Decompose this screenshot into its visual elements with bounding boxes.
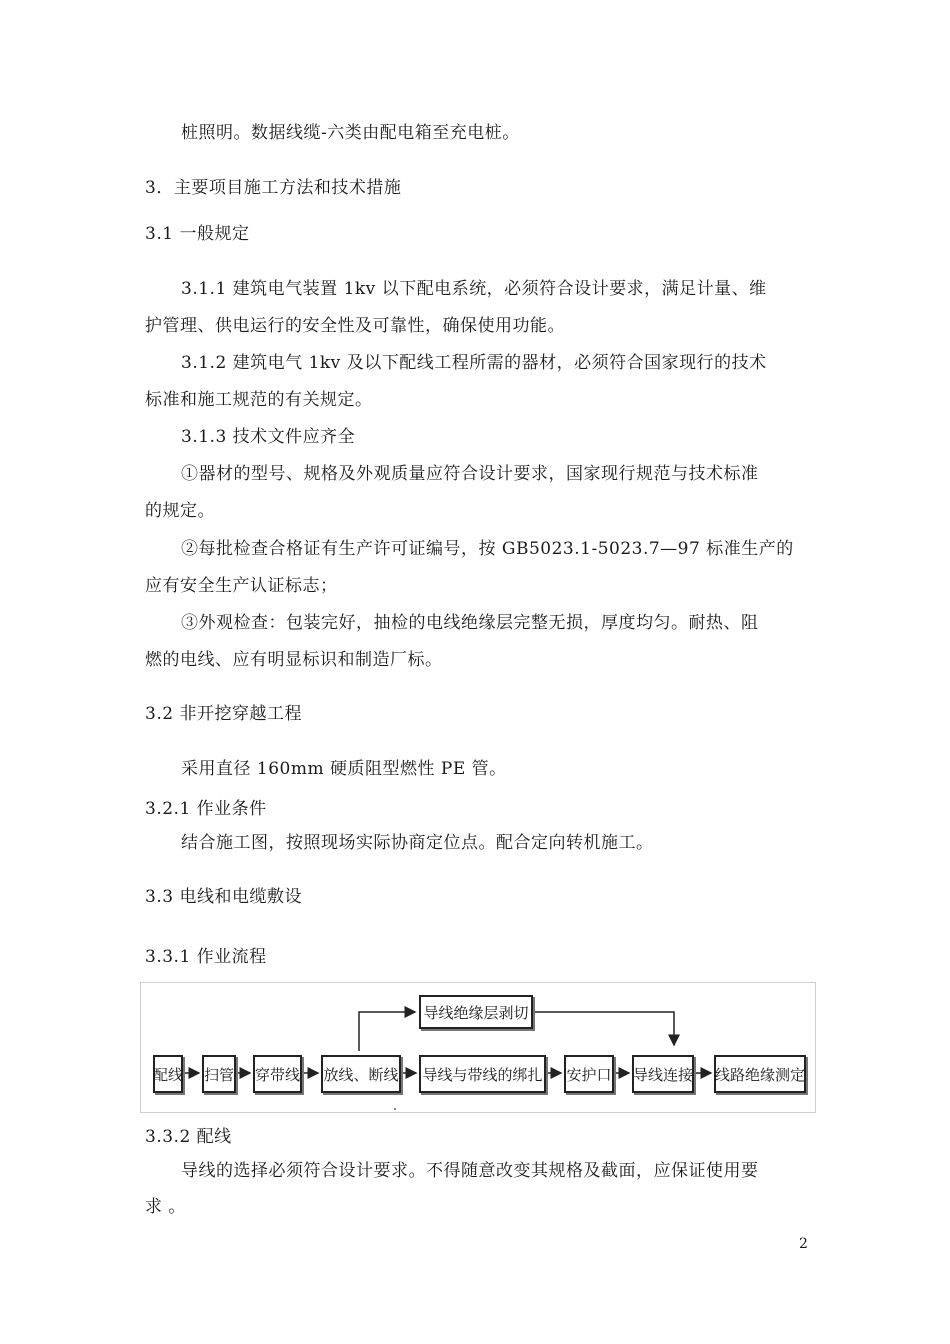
section-heading-3-3-1: 3.3.1 作业流程: [145, 947, 267, 967]
list-item-3-line2: 燃的电线、应有明显标识和制造厂标。: [145, 650, 443, 670]
section-heading-3: 3．主要项目施工方法和技术措施: [145, 178, 402, 198]
flow-step-3: 穿带线: [253, 1055, 302, 1093]
paragraph-line: 桩照明。数据线缆-六类由配电箱至充电桩。: [181, 123, 520, 143]
flow-step-8: 线路绝缘测定: [714, 1055, 806, 1093]
flow-step-2: 扫管: [202, 1055, 236, 1093]
list-item-1-line2: 的规定。: [145, 501, 215, 521]
paragraph-3-2-1: 结合施工图，按照现场实际协商定位点。配合定向转机施工。: [181, 833, 654, 853]
paragraph-3-1-1-line1: 3.1.1 建筑电气装置 1kv 以下配电系统，必须符合设计要求，满足计量、维: [181, 279, 767, 299]
paragraph-3-1-1-line2: 护管理、供电运行的安全性及可靠性，确保使用功能。: [145, 316, 565, 336]
list-item-2-line2: 应有安全生产认证标志；: [145, 576, 338, 596]
paragraph-3-3-2-line1: 导线的选择必须符合设计要求。不得随意改变其规格及截面，应保证使用要: [181, 1161, 759, 1181]
page-number: 2: [799, 1236, 808, 1252]
list-item-2-line1: ②每批检查合格证有生产许可证编号，按 GB5023.1-5023.7—97 标准生产的: [181, 539, 794, 559]
paragraph-3-3-2-line2: 求 。: [145, 1197, 186, 1217]
section-heading-3-3: 3.3 电线和电缆敷设: [145, 887, 302, 907]
section-heading-3-2-1: 3.2.1 作业条件: [145, 799, 267, 819]
flow-step-1: 配线: [153, 1055, 183, 1093]
paragraph-3-1-2-line1: 3.1.2 建筑电气 1kv 及以下配线工程所需的器材，必须符合国家现行的技术: [181, 353, 767, 373]
section-heading-3-1: 3.1 一般规定: [145, 224, 250, 244]
flow-step-7: 导线连接: [632, 1055, 694, 1093]
list-item-3-line1: ③外观检查：包装完好，抽检的电线绝缘层完整无损，厚度均匀。耐热、阻: [181, 613, 759, 633]
flow-step-top: 导线绝缘层剥切: [419, 995, 533, 1029]
paragraph-3-2: 采用直径 160mm 硬质阻型燃性 PE 管。: [181, 759, 507, 779]
flowchart-frame: [140, 982, 816, 1113]
paragraph-3-1-3: 3.1.3 技术文件应齐全: [181, 427, 356, 447]
section-heading-3-2: 3.2 非开挖穿越工程: [145, 704, 302, 724]
paragraph-3-1-2-line2: 标准和施工规范的有关规定。: [145, 390, 373, 410]
list-item-1-line1: ①器材的型号、规格及外观质量应符合设计要求，国家现行规范与技术标准: [181, 464, 759, 484]
flow-step-5: 导线与带线的绑扎: [419, 1055, 546, 1093]
section-heading-3-3-2: 3.3.2 配线: [145, 1127, 232, 1147]
flow-step-6: 安护口: [564, 1055, 614, 1093]
flow-step-4: 放线、断线: [321, 1055, 401, 1093]
